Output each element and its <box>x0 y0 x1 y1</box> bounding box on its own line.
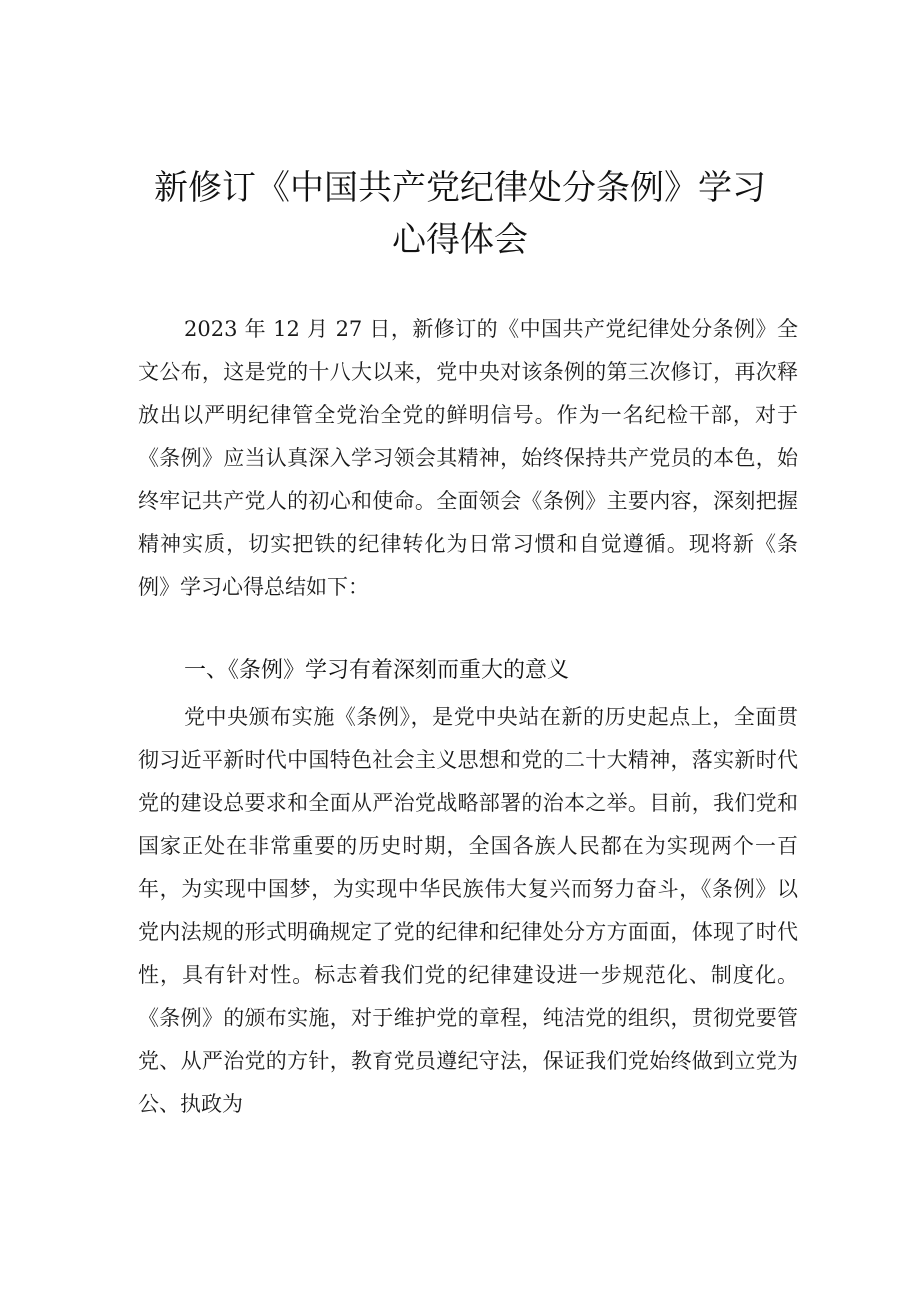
section-heading-1: 一、《条例》学习有着深刻而重大的意义 <box>184 658 570 683</box>
document-title-line-1: 新修订《中国共产党纪律处分条例》学习 <box>154 168 766 208</box>
document-title-line-2: 心得体会 <box>392 220 528 260</box>
section-1-paragraph: 党中央颁布实施《条例》，是党中央站在新的历史起点上，全面贯彻习近平新时代中国特色社会主义思想和党的二十大精神，落实新时代党的建设总要求和全面从严治党战略部署的治本之举。目前，我们党和国家正处在非常重要的历史时期，全国各族人民都在为实现两个一百年，为实现中国梦，为实现中华民族伟大复兴而努力奋斗，《条例》以党内法规的形式明确规定了党的纪律和纪律处分方方面面，体现了时代性，具有针对性。标志着我们党的纪律建设进一步规范化、制度化。《条例》的颁布实施，对于维护党的章程，纯洁党的组织，贯彻党要管党、从严治党的方针，教育党员遵纪守法，保证我们党始终做到立党为公、执政为 <box>138 705 798 1116</box>
intro-paragraph: 2023 年 12 月 27 日，新修订的《中国共产党纪律处分条例》全文公布，这是党的十八大以来，党中央对该条例的第三次修订，再次释放出以严明纪律管全党治全党的鲜明信号。作为一名纪检干部，对于《条例》应当认真深入学习领会其精神，始终保持共产党员的本色，始终牢记共产党人的初心和使命。全面领会《条例》主要内容，深刻把握精神实质，切实把铁的纪律转化为日常习惯和自觉遵循。现将新《条例》学习心得总结如下： <box>138 317 798 599</box>
